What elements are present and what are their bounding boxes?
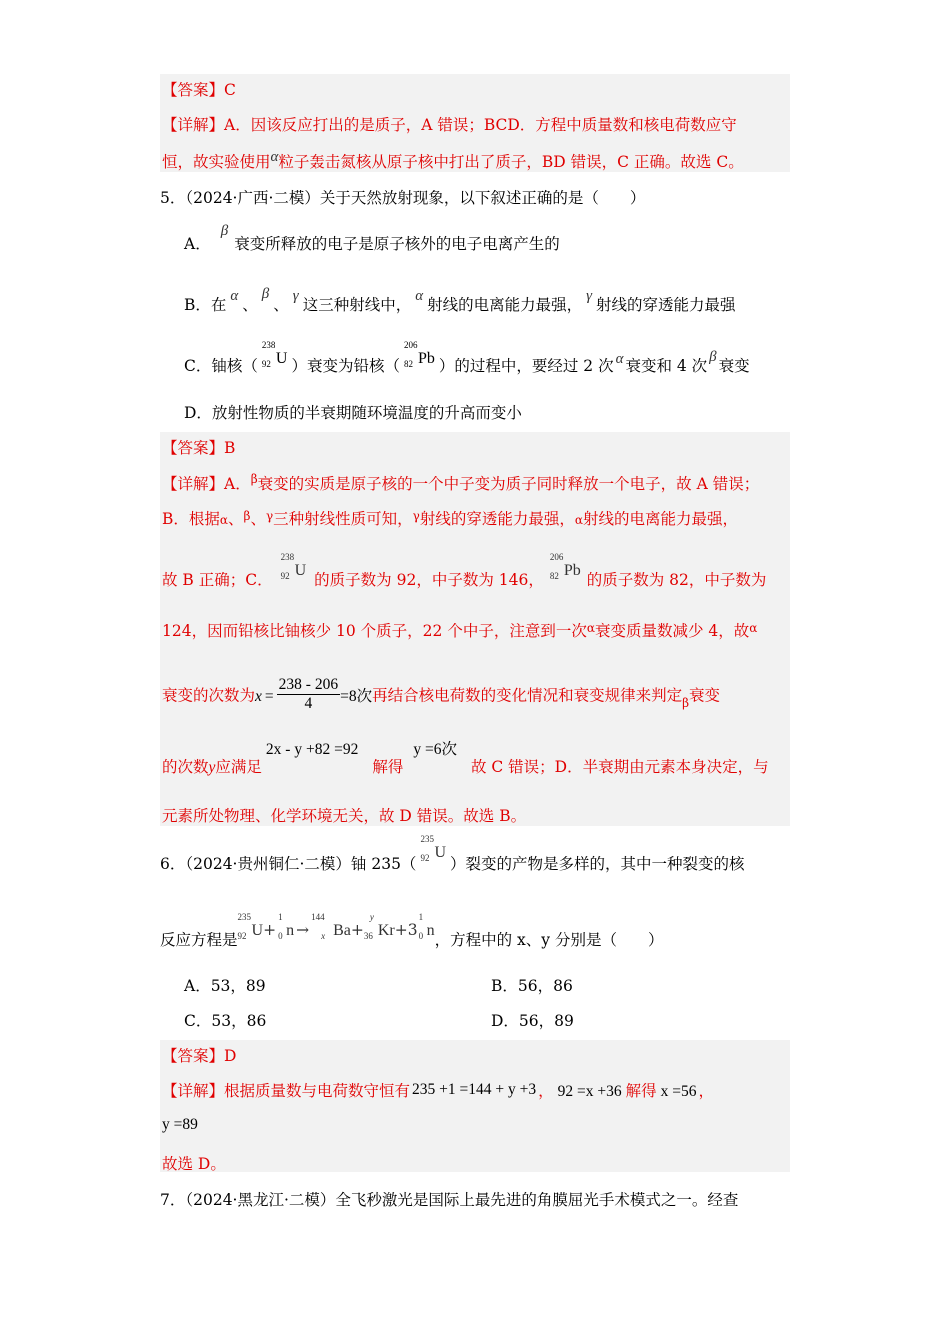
separator: 、 <box>242 296 258 314</box>
detail-text: 解得 <box>372 758 404 776</box>
element-symbol: Ba <box>333 922 351 939</box>
fraction-denominator: 4 <box>304 695 313 712</box>
fission-equation <box>237 912 435 941</box>
atomic-number: x <box>321 931 326 941</box>
option-text: 衰变和 4 次 <box>625 357 708 375</box>
krypton-nuclide <box>363 912 395 941</box>
q5-answer: 【答案】B <box>162 439 236 457</box>
q6-option-b: B．56，86 <box>491 977 573 995</box>
mass-number: 144 <box>311 912 325 922</box>
element-symbol: Pb <box>563 562 581 579</box>
atomic-number: 92 <box>420 853 430 863</box>
q6-detail-line1 <box>162 1079 714 1101</box>
alpha-symbol: α <box>574 513 583 527</box>
separator: 、 <box>273 296 289 314</box>
mass-number: 1 <box>418 912 424 922</box>
reaction-arrow: → <box>296 921 310 939</box>
detail-text: 衰变的次数为 <box>162 686 256 705</box>
stem-text: ，方程中的 x、y 分别是（ ） <box>434 931 664 949</box>
atomic-number: 92 <box>237 931 247 941</box>
equation-result: x =56 <box>660 1083 697 1100</box>
detail-text: 再结合核电荷数的变化情况和衰变规律来判定 <box>372 686 683 705</box>
decay-count-formula <box>255 676 373 712</box>
detail-text: 的质子数为 92，中子数为 146， <box>314 571 544 589</box>
q6-stem-line2 <box>160 912 664 950</box>
uranium-238-nuclide <box>261 340 288 369</box>
element-symbol: n <box>286 922 295 939</box>
plus-sign: + <box>350 921 364 939</box>
q5-option-a <box>184 223 560 254</box>
atomic-number: 82 <box>549 571 559 581</box>
option-text: 衰变所释放的电子是原子核外的电子电离产生的 <box>234 235 560 253</box>
q4-detail-line1: 【详解】A．因该反应打出的是质子，A 错误；BCD．方程中质量数和核电荷数应守 <box>162 116 737 134</box>
option-label: A． <box>184 235 211 253</box>
option-text: 射线的电离能力最强， <box>427 296 583 314</box>
atomic-number: 0 <box>278 931 283 941</box>
q5-option-c <box>184 340 750 376</box>
detail-text: 射线的穿透能力最强， <box>419 510 575 528</box>
gamma-symbol: γ <box>412 509 420 523</box>
mass-number: y <box>369 912 374 922</box>
detail-text: 衰变 <box>689 686 721 705</box>
atomic-number: 92 <box>280 571 290 581</box>
q5-detail-line4 <box>162 619 757 641</box>
q6-answer-block <box>160 1040 790 1172</box>
detail-text: 【详解】A． <box>162 475 251 493</box>
detail-text: 故 B 正确；C． <box>162 571 273 589</box>
element-symbol: Pb <box>417 350 435 367</box>
alpha-symbol: α <box>219 513 228 527</box>
beta-symbol: β <box>220 223 229 239</box>
detail-text: ， <box>538 1082 554 1100</box>
equation-result: y =6次 <box>413 741 457 758</box>
variable-y: y <box>208 759 216 776</box>
stem-text: 反应方程是 <box>160 931 238 949</box>
q5-detail-line1 <box>162 472 759 494</box>
detail-text: 124，因而铅核比铀核少 10 个质子，22 个中子，注意到一次 <box>162 622 587 640</box>
detail-text: 衰变质量数减少 4，故 <box>594 622 750 640</box>
atomic-number: 82 <box>403 359 413 369</box>
barium-nuclide <box>311 912 351 941</box>
atomic-number: 36 <box>363 931 373 941</box>
atomic-number: 92 <box>261 359 271 369</box>
uranium-238-nuclide <box>280 552 307 581</box>
atomic-number: 0 <box>418 931 424 941</box>
q5-stem: 5．（2024·广西·二模）关于天然放射现象，以下叙述正确的是（ ） <box>160 189 646 207</box>
q4-detail-text-b: 粒子轰击氮核从原子核中打出了质子，BD 错误，C 正确。故选 C。 <box>278 153 744 171</box>
q4-answer: 【答案】C <box>162 81 236 99</box>
q6-answer: 【答案】D <box>162 1047 237 1065</box>
charge-equation: 2x - y +82 =92 <box>265 741 359 758</box>
detail-text: 的质子数为 82，中子数为 <box>586 571 767 589</box>
option-text: 射线的穿透能力最强 <box>596 296 736 314</box>
gamma-symbol: γ <box>586 288 593 304</box>
mass-number: 235 <box>237 912 252 922</box>
mass-number: 238 <box>261 340 276 350</box>
mass-number: 235 <box>420 834 434 844</box>
fraction <box>277 676 340 713</box>
q5-option-b <box>184 286 736 315</box>
uranium-235-nuclide <box>237 912 264 941</box>
q6-option-a: A．53，89 <box>184 977 266 995</box>
lead-206-nuclide <box>403 340 435 369</box>
alpha-symbol: α <box>270 149 279 165</box>
detail-text: 射线的电离能力最强， <box>582 510 738 528</box>
q5-detail-line6 <box>162 741 769 777</box>
q7-stem: 7．（2024·黑龙江·二模）全飞秒激光是国际上最先进的角膜屈光手术模式之一。经查 <box>160 1191 739 1209</box>
alpha-symbol: α <box>586 621 595 635</box>
option-text: 这三种射线中， <box>302 296 412 314</box>
detail-text: 解得 <box>625 1082 657 1100</box>
separator: 、 <box>228 510 244 528</box>
alpha-symbol: α <box>749 621 758 635</box>
mass-number: 206 <box>403 340 418 350</box>
detail-text: 的次数 <box>162 758 209 776</box>
q5-detail-line2 <box>162 507 738 529</box>
stem-text: ）裂变的产物是多样的，其中一种裂变的核 <box>450 855 745 873</box>
plus-coefficient: +3 <box>394 921 418 939</box>
detail-text: 衰变的实质是原子核的一个中子变为质子同时释放一个电子，故 A 错误； <box>257 475 760 493</box>
q4-detail-text-a: 恒，故实验使用 <box>162 153 271 171</box>
q6-option-d: D．56，89 <box>491 1012 574 1030</box>
detail-text: 故 C 错误；D．半衰期由元素本身决定，与 <box>470 758 769 776</box>
plus-sign: + <box>263 921 277 939</box>
q6-option-c: C．53，86 <box>184 1012 267 1030</box>
option-text: ）衰变为铅核（ <box>291 357 400 375</box>
variable-x: x <box>255 687 262 705</box>
stem-text: 6．（2024·贵州铜仁·二模）铀 235（ <box>160 855 417 873</box>
element-symbol: U <box>251 922 264 939</box>
q6-detail-line3: 故选 D。 <box>162 1155 226 1173</box>
neutron <box>276 912 295 941</box>
beta-symbol: β <box>682 695 690 710</box>
mass-number: 238 <box>280 552 295 562</box>
gamma-symbol: γ <box>265 509 274 523</box>
beta-symbol: β <box>709 349 717 365</box>
q5-detail-line7: 元素所处物理、化学环境无关，故 D 错误。故选 B。 <box>162 807 527 825</box>
formula-result: =8次 <box>340 687 373 705</box>
alpha-symbol: α <box>230 288 239 304</box>
mass-equation: 235 +1 =144 + y +3 <box>412 1081 537 1098</box>
element-symbol: Kr <box>377 922 395 939</box>
q5-option-d: D．放射性物质的半衰期随环境温度的升高而变小 <box>184 404 522 422</box>
detail-text: B．根据 <box>162 510 220 528</box>
beta-symbol: β <box>250 472 258 486</box>
detail-text: ， <box>698 1082 715 1100</box>
lead-206-nuclide <box>549 552 581 581</box>
alpha-symbol: α <box>415 288 424 304</box>
q4-detail-line2 <box>162 150 744 172</box>
beta-symbol: β <box>243 509 251 523</box>
fraction-numerator: 238 - 206 <box>278 676 339 693</box>
mass-number: 1 <box>278 912 283 922</box>
q5-detail-line3 <box>162 552 767 590</box>
detail-text: 【详解】根据质量数与电荷数守恒有 <box>162 1082 411 1100</box>
element-symbol: U <box>434 844 446 861</box>
gamma-symbol: γ <box>292 288 299 304</box>
q5-detail-line5 <box>162 678 720 715</box>
neutron <box>418 912 435 941</box>
uranium-235-nuclide <box>420 834 446 863</box>
option-text: B．在 <box>184 296 227 314</box>
separator: 、 <box>250 510 266 528</box>
detail-text: 应满足 <box>215 758 262 776</box>
charge-equation: 92 =x +36 <box>557 1083 622 1100</box>
mass-number: 206 <box>549 552 564 562</box>
detail-text: 三种射线性质可知， <box>273 510 413 528</box>
beta-symbol: β <box>261 286 270 302</box>
equals-sign: = <box>264 687 274 705</box>
option-text: 衰变 <box>718 357 750 375</box>
option-text: ）的过程中，要经过 2 次 <box>438 357 614 375</box>
element-symbol: U <box>275 350 288 367</box>
q6-stem-line1 <box>160 834 745 874</box>
element-symbol: n <box>426 922 435 939</box>
alpha-symbol: α <box>615 351 624 367</box>
element-symbol: U <box>294 562 307 579</box>
option-text: C．铀核（ <box>184 357 258 375</box>
q6-detail-line2: y =89 <box>162 1116 198 1133</box>
